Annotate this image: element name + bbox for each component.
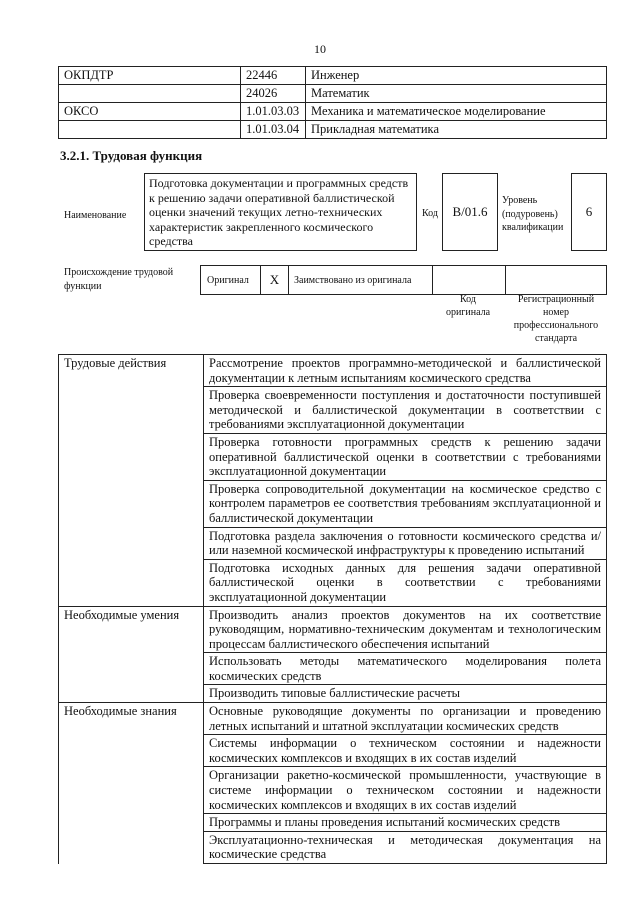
classifier-code: 1.01.03.03 (241, 103, 306, 121)
origin-code-cell (433, 266, 506, 294)
list-item: Организации ракетно-космической промышленности, участвующие в системе информации о техническом состоянии и надежности космических комплексов и входящих в их состав изделий (204, 767, 607, 814)
classifier-name: ОКСО (59, 103, 241, 121)
classifier-title: Математик (306, 85, 607, 103)
origin-original: Оригинал (201, 266, 261, 294)
level-label: Уровень (подуровень) квалификации (502, 195, 564, 233)
code-label: Код (422, 208, 438, 219)
classifier-code: 1.01.03.04 (241, 121, 306, 139)
list-item: Производить типовые баллистические расчеты (204, 685, 607, 703)
function-name: Подготовка документации и программных средств к решению задачи оперативной баллистической оценки значений текущих летно-технических характеристик закрепленного космического средства (144, 173, 417, 251)
function-code: B/01.6 (442, 173, 498, 251)
name-label: Наименование (64, 210, 127, 221)
classifier-code: 24026 (241, 85, 306, 103)
classifier-title: Прикладная математика (306, 121, 607, 139)
list-item: Подготовка исходных данных для решения задачи оперативной баллистической оценки в соответствии с требованиями эксплуатационной документации (204, 559, 607, 606)
origin-label: Происхождение трудовой функции (64, 267, 174, 292)
list-item: Эксплуатационно-техническая и методическая документация на космические средства (204, 831, 607, 863)
classifier-table (58, 66, 607, 139)
registration-number-label: Регистрационный номер профессионального стандарта (513, 294, 599, 344)
list-item: Системы информации о техническом состоянии и надежности космических комплексов и входящих в их состав изделий (204, 735, 607, 767)
original-code-label: Код оригинала (445, 294, 491, 318)
table-row (59, 355, 607, 387)
classifier-row (59, 121, 607, 139)
classifier-row (59, 85, 607, 103)
list-item: Программы и планы проведения испытаний космических средств (204, 814, 607, 832)
list-item: Подготовка раздела заключения о готовности космического средства и/или наземной космической инфраструктуры к проведению испытаний (204, 527, 607, 559)
classifier-title: Инженер (306, 67, 607, 85)
table-row (59, 606, 607, 653)
list-item: Использовать методы математического моделирования полета космических средств (204, 653, 607, 685)
classifier-code: 22446 (241, 67, 306, 85)
classifier-row (59, 103, 607, 121)
classifier-name (59, 85, 241, 103)
function-details-table (58, 354, 607, 864)
origin-row (200, 265, 607, 295)
classifier-row (59, 67, 607, 85)
classifier-name: ОКПДТР (59, 67, 241, 85)
origin-reg-cell (506, 266, 606, 294)
list-item: Проверка своевременности поступления и достаточности поступившей методической и баллистической документации в соответствии с требованиями эксплуатационной документации (204, 387, 607, 434)
section-label: Трудовые действия (59, 355, 204, 607)
section-label: Необходимые знания (59, 703, 204, 864)
list-item: Основные руководящие документы по организации и проведению летных испытаний и штатной эксплуатации космических средств (204, 703, 607, 735)
list-item: Проверка готовности программных средств к решению задачи оперативной баллистической оценки в соответствии с требованиями эксплуатационной документации (204, 433, 607, 480)
page-number: 10 (314, 42, 326, 56)
section-label: Необходимые умения (59, 606, 204, 703)
classifier-name (59, 121, 241, 139)
qualification-level: 6 (571, 173, 607, 251)
origin-mark: X (261, 266, 289, 294)
list-item: Рассмотрение проектов программно-методической и баллистической документации к летным испытаниям космического средства (204, 355, 607, 387)
list-item: Производить анализ проектов документов на их соответствие руководящим, нормативно-техническим документам и технологическим процессам баллистического обеспечения испытаний (204, 606, 607, 653)
section-title: 3.2.1. Трудовая функция (60, 148, 203, 163)
list-item: Проверка сопроводительной документации на космическое средство с контролем параметров ее соответствия требованиям эксплуатационной и баллистической документации (204, 480, 607, 527)
classifier-title: Механика и математическое моделирование (306, 103, 607, 121)
origin-borrowed: Заимствовано из оригинала (289, 266, 433, 294)
table-row (59, 703, 607, 735)
